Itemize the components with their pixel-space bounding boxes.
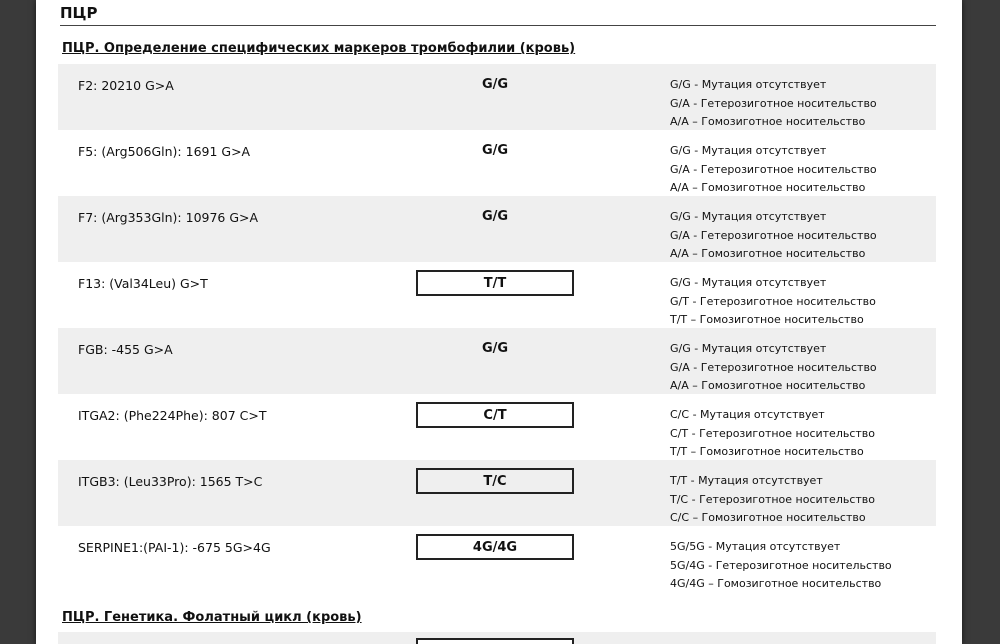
interpretation-list	[670, 142, 877, 198]
interpretation-line: A/A – Гомозиготное носительство	[670, 115, 866, 129]
table-row	[58, 196, 936, 262]
interpretation-line: T/C - Гетерозиготное носительство	[670, 492, 876, 506]
section-title: ПЦР	[60, 4, 936, 26]
interpretation-line: 4G/4G – Гомозиготное носительство	[670, 577, 882, 591]
result-highlighted: T/C	[416, 468, 574, 494]
interpretation-list	[670, 76, 877, 132]
interpretation-line: T/T – Гомозиготное носительство	[670, 313, 864, 327]
interpretation-list	[670, 406, 875, 462]
interpretation-line: A/A – Гомозиготное носительство	[670, 379, 866, 393]
results-table	[58, 64, 936, 592]
interpretation-line: C/C - Мутация отсутствует	[670, 408, 825, 421]
result-highlighted: T/T	[416, 270, 574, 296]
interpretation-line: G/A - Гетерозиготное носительство	[670, 96, 877, 110]
interpretation-line: 5G/4G - Гетерозиготное носительство	[670, 558, 892, 572]
interpretation-list	[670, 208, 877, 264]
interpretation-line: G/G - Мутация отсутствует	[670, 78, 827, 91]
marker-name: F5: (Arg506Gln): 1691 G>A	[78, 144, 251, 159]
result-value: G/G	[481, 341, 509, 356]
interpretation-line: A/A – Гомозиготное носительство	[670, 181, 866, 195]
interpretation-line: G/A - Гетерозиготное носительство	[670, 360, 877, 374]
result-value: G/G	[481, 77, 509, 92]
interpretation-line: G/G - Мутация отсутствует	[670, 342, 827, 355]
result-highlighted: C/T	[416, 402, 574, 428]
interpretation-line: T/T – Гомозиготное носительство	[670, 445, 864, 459]
interpretation-line: G/G - Мутация отсутствует	[670, 210, 827, 223]
interpretation-list	[670, 340, 877, 396]
interpretation-line: G/G - Мутация отсутствует	[670, 144, 827, 157]
interpretation-list	[670, 274, 876, 330]
table-row	[58, 526, 936, 592]
subtitle-folate-cycle: ПЦР. Генетика. Фолатный цикл (кровь)	[62, 610, 362, 625]
marker-name: F13: (Val34Leu) G>T	[78, 276, 208, 291]
interpretation-list	[670, 538, 892, 594]
marker-name: SERPINE1:(PAI-1): -675 5G>4G	[78, 540, 271, 555]
marker-name: F2: 20210 G>A	[78, 78, 174, 93]
table-row	[58, 394, 936, 460]
interpretation-line: G/G - Мутация отсутствует	[670, 276, 827, 289]
marker-name: ITGA2: (Phe224Phe): 807 C>T	[78, 408, 267, 423]
result-value: G/G	[481, 209, 509, 224]
interpretation-line: G/T - Гетерозиготное носительство	[670, 294, 876, 308]
table-row	[58, 64, 936, 130]
document-page	[36, 0, 962, 644]
marker-name: F7: (Arg353Gln): 10976 G>A	[78, 210, 259, 225]
interpretation-line: G/A - Гетерозиготное носительство	[670, 228, 877, 242]
interpretation-line: C/T - Гетерозиготное носительство	[670, 426, 876, 440]
interpretation-line: T/T - Мутация отсутствует	[670, 474, 823, 487]
marker-name: FGB: -455 G>A	[78, 342, 173, 357]
table-row	[58, 130, 936, 196]
subtitle-thrombophilia: ПЦР. Определение специфических маркеров тромбофилии (кровь)	[62, 41, 576, 56]
interpretation-list	[670, 472, 875, 528]
table-row	[58, 262, 936, 328]
result-highlighted: 4G/4G	[416, 534, 574, 560]
interpretation-line: 5G/5G - Мутация отсутствует	[670, 540, 841, 553]
result-box-partial	[416, 638, 574, 644]
interpretation-line: G/A - Гетерозиготное носительство	[670, 162, 877, 176]
marker-name: ITGB3: (Leu33Pro): 1565 T>C	[78, 474, 263, 489]
interpretation-line: A/A – Гомозиготное носительство	[670, 247, 866, 261]
table-row-partial	[58, 632, 936, 644]
table-row	[58, 460, 936, 526]
interpretation-line: C/C – Гомозиготное носительство	[670, 511, 866, 525]
table-row	[58, 328, 936, 394]
result-value: G/G	[481, 143, 509, 158]
